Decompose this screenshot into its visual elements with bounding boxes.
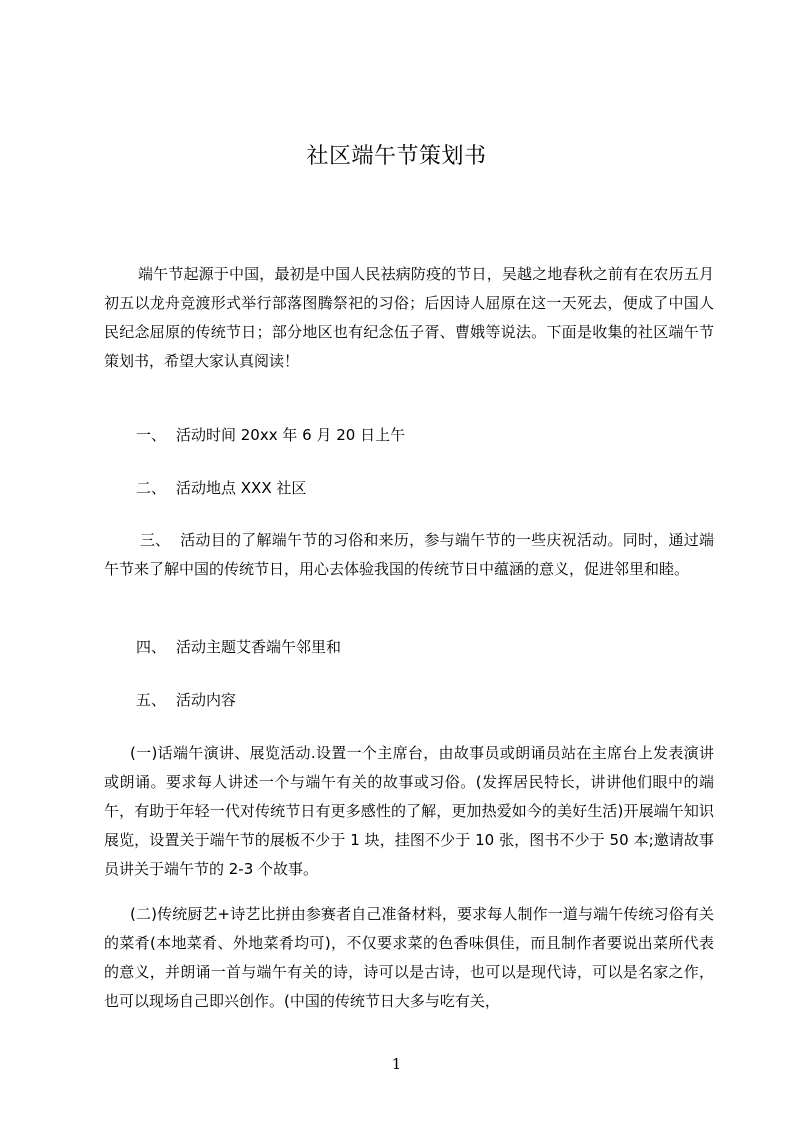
item-number: 二、: [136, 479, 167, 497]
content-section-2: (二)传统厨艺+诗艺比拼由参赛者自己准备材料，要求每人制作一道与端午传统习俗有关的菜肴(本地菜肴、外地菜肴均可)，不仅要求菜的色香味俱佳，而且制作者要说出菜所代表的意义，并朗诵一首与端午有关的诗，诗可以是古诗，也可以是现代诗，可以是名家之作，也可以现场自己即兴创作。(中国的传统节日大多与吃有关，: [104, 905, 714, 1010]
item-text: 活动内容: [176, 691, 237, 709]
item-number: 四、: [136, 638, 167, 656]
item-purpose: [104, 526, 714, 584]
intro-paragraph: 端午节起源于中国，最初是中国人民祛病防疫的节日，吴越之地春秋之前有在农历五月初五以龙舟竞渡形式举行部落图腾祭祀的习俗；后因诗人屈原在这一天死去，便成了中国人民纪念屈原的传统节日；部分地区也有纪念伍子胥、曹娥等说法。下面是收集的社区端午节策划书，希望大家认真阅读！: [104, 265, 714, 370]
item-time: [136, 421, 405, 450]
content-section-1: (一)话端午演讲、展览活动.设置一个主席台，由故事员或朗诵员站在主席台上发表演讲或朗诵。要求每人讲述一个与端午有关的故事或习俗。(发挥居民特长，讲讲他们眼中的端午，有助于年轻一代对传统节日有更多感性的了解，更加热爱如今的美好生活)开展端午知识展览，设置关于端午节的展板不少于 1 块，挂图不少于 10 张，图书不少于 50 本;邀请故事员讲关于端午节的 2-3 个故事。: [104, 744, 714, 878]
item-text: 活动目的了解端午节的习俗和来历，参与端午节的一些庆祝活动。同时，通过端午节来了解中国的传统节日，用心去体验我国的传统节日中蕴涵的意义，促进邻里和睦。: [104, 531, 714, 578]
item-number: 一、: [136, 426, 167, 444]
item-text: 活动地点 XXX 社区: [176, 479, 307, 497]
item-theme: [136, 633, 341, 662]
item-location: [136, 474, 306, 503]
item-text: 活动时间 20xx 年 6 月 20 日上午: [176, 426, 406, 444]
page-number: 1: [391, 1055, 402, 1073]
item-number: 三、: [140, 531, 171, 549]
item-text: 活动主题艾香端午邻里和: [176, 638, 342, 656]
document-title: 社区端午节策划书: [306, 144, 487, 169]
item-content: [136, 686, 236, 715]
item-number: 五、: [136, 691, 167, 709]
